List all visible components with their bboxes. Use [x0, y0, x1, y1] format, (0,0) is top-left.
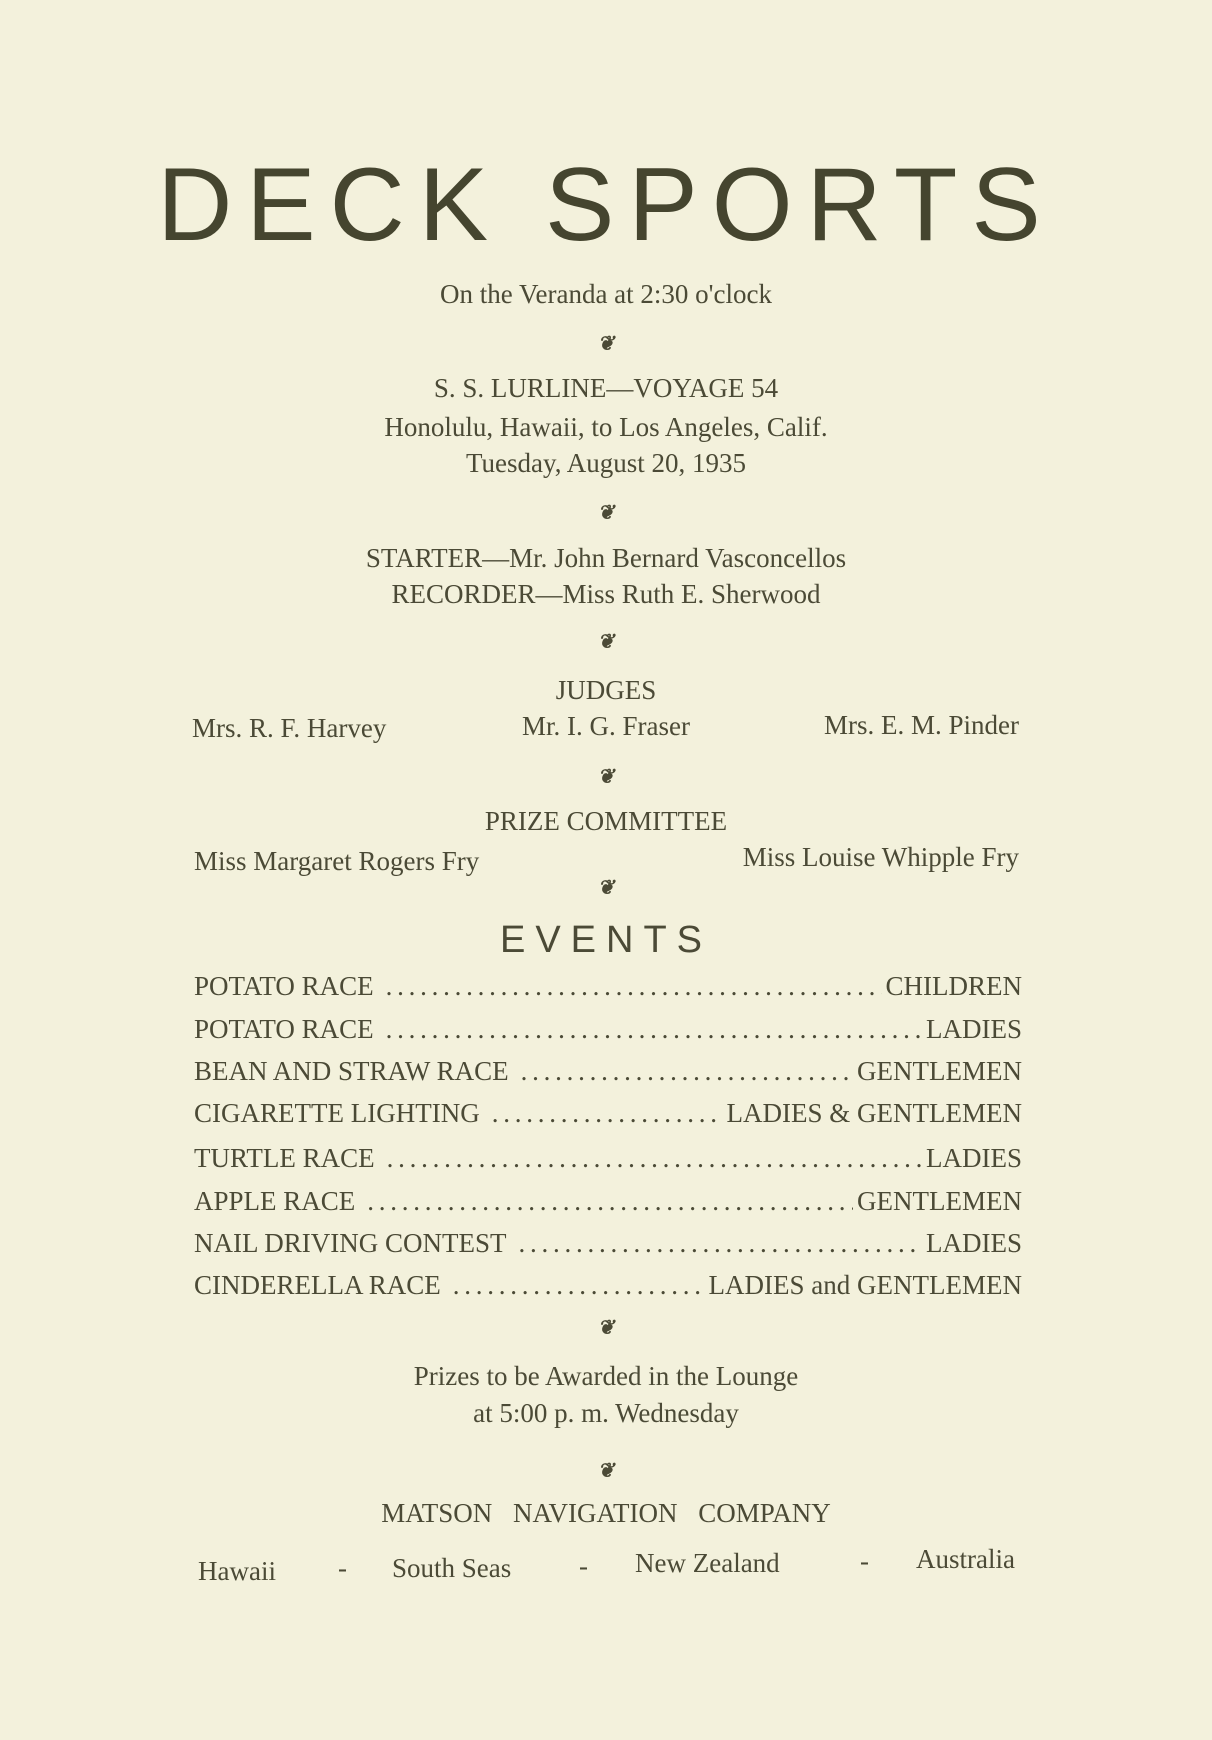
dot-leader	[386, 966, 882, 1006]
company-name: MATSON NAVIGATION COMPANY	[381, 1498, 831, 1528]
recorder: RECORDER—Miss Ruth E. Sherwood	[391, 579, 821, 609]
events-heading: EVENTS	[499, 919, 713, 961]
event-entrants: CHILDREN	[885, 971, 1022, 1001]
ornament-icon: ❦	[597, 333, 615, 355]
event-entrants: LADIES	[926, 1228, 1022, 1258]
event-entrants: GENTLEMEN	[857, 1186, 1022, 1216]
event-entrants: LADIES & GENTLEMEN	[726, 1098, 1022, 1128]
dot-leader	[367, 1181, 853, 1221]
prizes-line-2: at 5:00 p. m. Wednesday	[473, 1398, 739, 1428]
subtitle: On the Veranda at 2:30 o'clock	[439, 279, 772, 309]
page-title: DECK SPORTS	[157, 147, 1055, 263]
event-row	[194, 966, 1022, 1006]
judge-name: Mrs. E. M. Pinder	[824, 710, 1019, 740]
ornament-icon: ❦	[597, 1317, 615, 1339]
dot-leader	[521, 1051, 853, 1091]
judge-name: Mrs. R. F. Harvey	[192, 713, 387, 743]
ornament-icon: ❦	[597, 877, 615, 899]
judge-name: Mr. I. G. Fraser	[522, 711, 690, 741]
dot-leader	[453, 1265, 705, 1305]
event-name: POTATO RACE	[194, 1014, 374, 1044]
destination: South Seas	[392, 1553, 512, 1583]
ornament-icon: ❦	[597, 502, 615, 524]
event-entrants: LADIES	[926, 1143, 1022, 1173]
event-name: NAIL DRIVING CONTEST	[194, 1228, 507, 1258]
event-row	[194, 1093, 1022, 1133]
event-name: CINDERELLA RACE	[194, 1270, 441, 1300]
event-name: CIGARETTE LIGHTING	[194, 1098, 480, 1128]
committee-name: Miss Louise Whipple Fry	[742, 842, 1019, 872]
route: Honolulu, Hawaii, to Los Angeles, Calif.	[384, 412, 828, 442]
separator: -	[338, 1553, 347, 1583]
prizes-line-1: Prizes to be Awarded in the Lounge	[413, 1361, 799, 1391]
event-row	[194, 1181, 1022, 1221]
event-row	[194, 1009, 1022, 1049]
event-name: POTATO RACE	[194, 971, 374, 1001]
destination: New Zealand	[635, 1548, 780, 1578]
event-row	[194, 1138, 1022, 1178]
event-row	[194, 1051, 1022, 1091]
ornament-icon: ❦	[597, 766, 615, 788]
dot-leader	[492, 1093, 723, 1133]
event-name: BEAN AND STRAW RACE	[194, 1056, 509, 1086]
destination: Hawaii	[198, 1556, 276, 1586]
event-entrants: LADIES and GENTLEMEN	[708, 1270, 1022, 1300]
event-entrants: LADIES	[926, 1014, 1022, 1044]
starter: STARTER—Mr. John Bernard Vasconcellos	[365, 543, 847, 573]
separator: -	[860, 1546, 869, 1576]
dot-leader	[387, 1138, 922, 1178]
event-row	[194, 1265, 1022, 1305]
committee-name: Miss Margaret Rogers Fry	[194, 846, 480, 876]
date: Tuesday, August 20, 1935	[465, 448, 747, 478]
event-name: APPLE RACE	[194, 1186, 356, 1216]
event-row	[194, 1223, 1022, 1263]
ornament-icon: ❦	[597, 1460, 615, 1482]
separator: -	[579, 1551, 588, 1581]
dot-leader	[386, 1009, 922, 1049]
ship-voyage: S. S. LURLINE—VOYAGE 54	[433, 373, 779, 403]
dot-leader	[518, 1223, 922, 1263]
ornament-icon: ❦	[597, 631, 615, 653]
destination: Australia	[916, 1544, 1015, 1574]
event-entrants: GENTLEMEN	[857, 1056, 1022, 1086]
judges-heading: JUDGES	[555, 675, 657, 705]
event-name: TURTLE RACE	[194, 1143, 375, 1173]
prize-committee-heading: PRIZE COMMITTEE	[484, 806, 728, 836]
